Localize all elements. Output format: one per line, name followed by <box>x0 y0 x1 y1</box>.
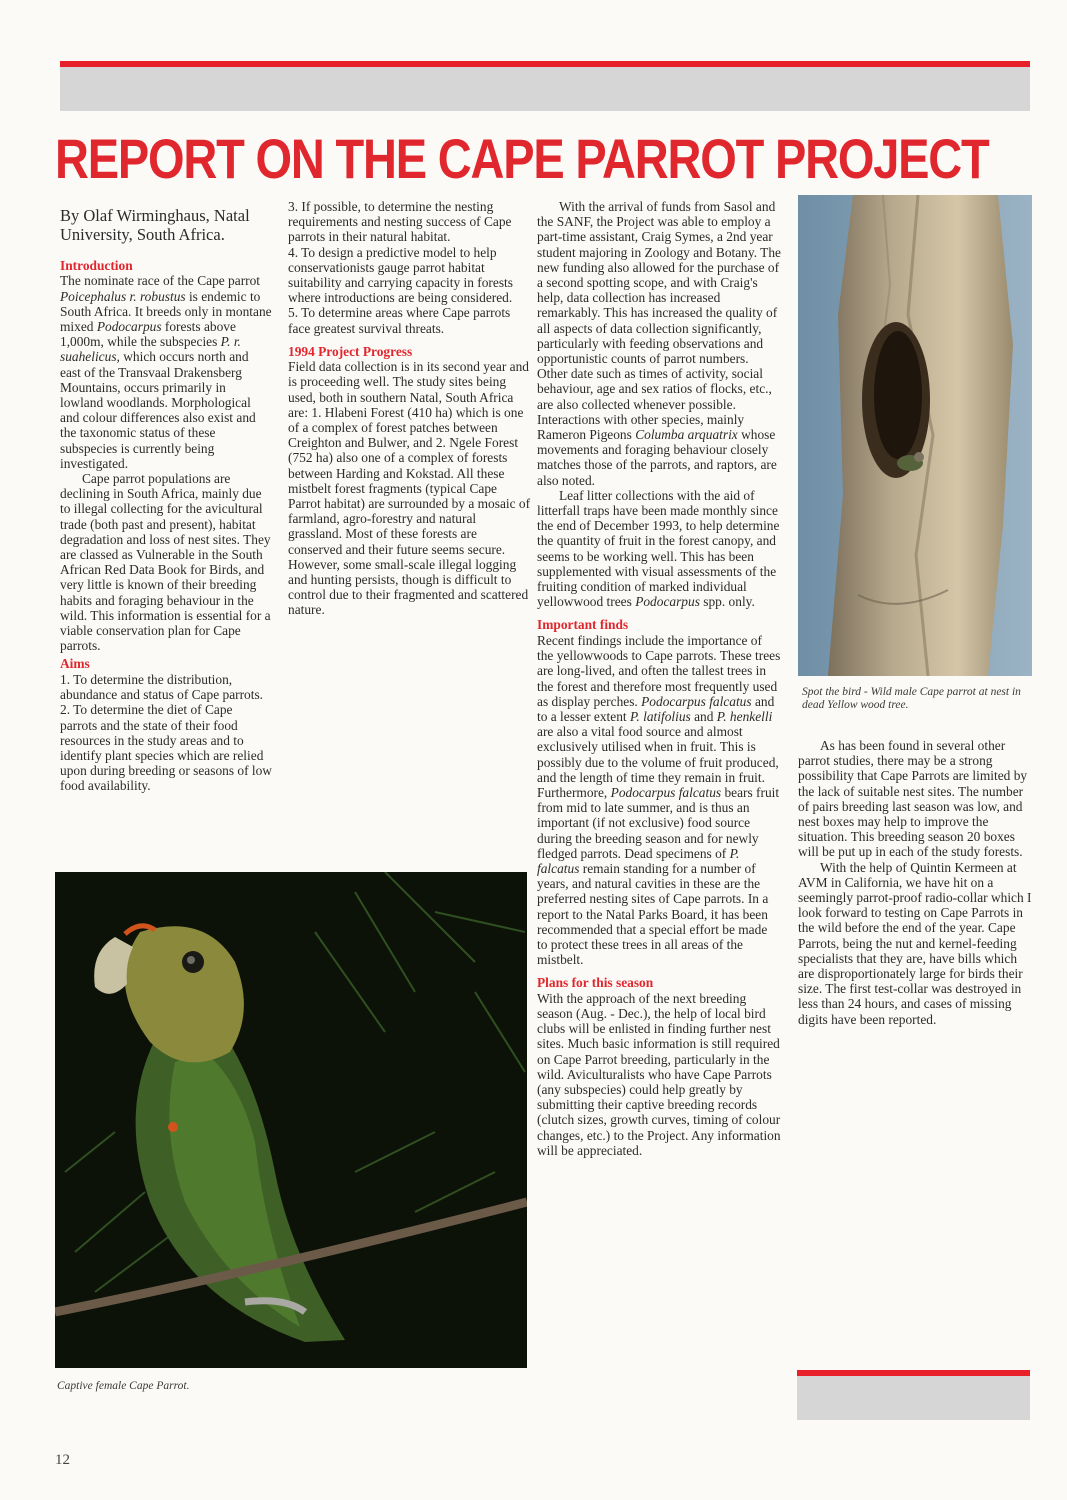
progress-paragraph-1: Field data collection is in its second year and is proceeding well. The study sites being used, both in southern Natal, South Africa are: 1. Hlabeni Forest (410 ha) which is one of a complex of forest patches between Creighton and Bulwer, and 2. Ngele Forest (752 ha) also one of a complex of forests between Harding and Kokstad. All these mistbelt forest fragments (typical Cape Parrot habitat) are surrounded by a mosaic of farmland, agro-forestry and natural grassland. Most of these forests are conserved and their future seems secure. However, some small-scale illegal logging and hunting persists, though is difficult to control due to their fragmented and scattered nature. <box>288 359 531 618</box>
intro-paragraph-2: Cape parrot populations are declining in South Africa, mainly due to illegal collecting for the avicultural trade (both past and present), habitat degradation and loss of nest sites. They are classed as Vulnerable in the South African Red Data Book for Birds, and very little is known of their breeding habits and foraging behaviour in the wild. This information is essential for a viable conservation plan for Cape parrots. <box>60 471 271 654</box>
aim-1: 1. To determine the distribution, abundance and status of Cape parrots. <box>60 671 264 703</box>
nest-photo <box>798 195 1032 676</box>
aim-2: 2. To determine the diet of Cape parrots and the state of their food resources in the study areas and to identify plant species which are relied upon during breeding or seasons of low food availability. <box>60 702 272 794</box>
column-3 <box>537 199 781 1158</box>
plans-paragraph-1: With the approach of the next breeding season (Aug. - Dec.), the help of local bird clubs will be enlisted in finding further nest sites. Much basic information is still required on Cape Parrot breeding, particularly in the wild. Aviculturalists who have Cape Parrots (any subspecies) could help greatly by submitting their captive breeding records (clutch sizes, growth curves, timing of colour changes, etc.) to the Project. Any information will be appreciated. <box>537 990 781 1158</box>
heading-progress: 1994 Project Progress <box>288 343 413 359</box>
column-4 <box>798 738 1032 1027</box>
heading-aims: Aims <box>60 656 90 672</box>
heading-findings: Important finds <box>537 617 629 633</box>
page-title: REPORT ON THE CAPE PARROT PROJECT <box>55 127 989 190</box>
parrot-photo <box>55 872 527 1368</box>
aim-4: 4. To design a predictive model to help conservationists gauge parrot habitat suitability and carrying capacity in forests where introductions are being considered. <box>288 244 513 306</box>
aim-3: 3. If possible, to determine the nesting requirements and nesting success of Cape parrots in their natural habitat. <box>288 199 512 245</box>
aim-5: 5. To determine areas where Cape parrots face greatest survival threats. <box>288 305 511 336</box>
intro-paragraph-1: The nominate race of the Cape parrot Poicephalus r. robustus is endemic to South Africa. It breeds only in montane mixed Podocarpus forests above 1,000m, while the subspecies P. r. suahelicus, which occurs north and east of the Transvaal Drakensberg Mountains, occurs primarily in lowland woodlands. Morphological and colour differences also exist and the taxonomic status of these subspecies is currently being investigated. <box>60 273 272 471</box>
parrot-photo-illustration <box>55 872 527 1368</box>
plans-paragraph-3: With the help of Quintin Kermeen at AVM in California, we have hit on a seemingly parrot-proof radio-collar which I look forward to testing on Cape Parrots in the wild before the end of the year. Cape Parrots, being the nut and kernel-feeding specialists that they are, have bills which are disproportionately large for birds their size. The first test-collar was destroyed in less than 24 hours, and cases of missing digits have been reported. <box>798 859 1032 1027</box>
nest-photo-caption: Spot the bird - Wild male Cape parrot at nest in dead Yellow wood tree. <box>802 686 1021 711</box>
top-gray-band <box>60 67 1030 111</box>
plans-paragraph-2: As has been found in several other parrot studies, there may be a strong possibility that Cape Parrots are limited by the lack of suitable nest sites. The number of pairs breeding last season was low, and nest boxes may help to improve the situation. This breeding season 20 boxes will be put up in each of the study forests. <box>798 738 1028 860</box>
progress-paragraph-3: Leaf litter collections with the aid of litterfall traps have been made monthly since the end of December 1993, to help determine the quantity of fruit in the forest canopy, and seems to be working well. This has been supplemented with visual assessments of the fruiting condition of marked individual yellowwood trees Podocarpus spp. only. <box>537 487 780 610</box>
findings-paragraph: Recent findings include the importance of the yellowwoods to Cape parrots. These trees are long-lived, and often the tallest trees in the forest and therefore most frequently used as display perches. Podocarpus falcatus and to a lesser extent P. latifolius and P. henkelli are also a vital food source and almost exclusively utilised when in fruit. This is possibly due to the volume of fruit produced, and the length of time they remain in fruit. Furthermore, Podocarpus falcatus bears fruit from mid to late summer, and is thus an important (if not exclusive) food source during the breeding season and for newly fledged parrots. Dead specimens of P. falcatus remain standing for a number of years, and natural cavities in these are the preferred nesting sites of Cape parrots. In a report to the Natal Parks Board, it has been recommended that a special effort be made to protect these trees in all areas of the mistbelt. <box>537 632 781 968</box>
page-number: 12 <box>55 1452 70 1468</box>
heading-plans: Plans for this season <box>537 975 654 991</box>
column-1 <box>60 206 272 794</box>
nest-photo-illustration <box>798 195 1032 676</box>
parrot-photo-caption: Captive female Cape Parrot. <box>57 1380 190 1392</box>
progress-paragraph-2: With the arrival of funds from Sasol and the SANF, the Project was able to employ a part-time assistant, Craig Symes, a 2nd year student majoring in Zoology and Botany. The new funding also allowed for the purchase of a second spotting scope, and with Craig's help, data collection has increased remarkably. This has increased the quality of all aspects of data collection significantly, particularly with feeding observations and opportunistic counts of parrot numbers. Other date such as times of activity, social behaviour, age and sex ratios of flocks, etc., are also collected whenever possible. Interactions with other species, mainly Rameron Pigeons Columba arquatrix whose movements and foraging behaviour closely matches those of the parrots, and raptors, are also noted. <box>537 199 781 488</box>
bottom-gray-band <box>797 1376 1030 1420</box>
column-2 <box>288 199 532 618</box>
heading-introduction: Introduction <box>60 258 133 273</box>
byline: By Olaf Wirminghaus, Natal University, South Africa. <box>60 206 250 244</box>
